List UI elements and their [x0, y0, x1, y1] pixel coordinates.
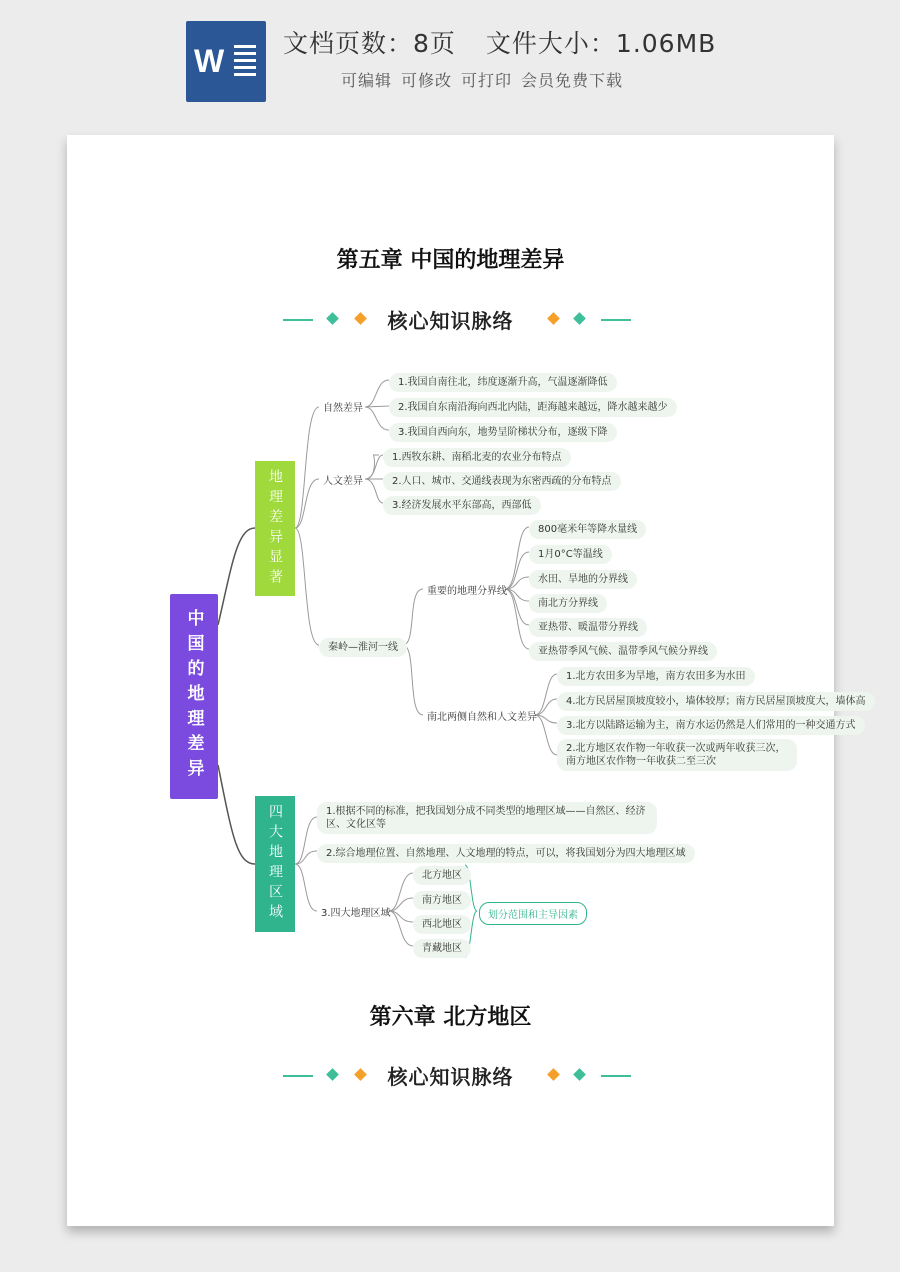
boundary-item-1: 800毫米年等降水量线 — [529, 520, 646, 539]
chapter-six-title: 第六章 北方地区 — [369, 1004, 532, 1030]
node-four-regions: 3.四大地理区域 — [321, 908, 391, 919]
doc-meta — [283, 24, 716, 60]
section-title: 核心知识脉络 — [387, 309, 514, 333]
chapter-five-title: 第五章 中国的地理差异 — [336, 247, 565, 273]
boundary-item-5: 亚热带、暖温带分界线 — [529, 618, 647, 637]
download-banner — [0, 0, 900, 118]
branch-four-regions: 四大地理区域 — [255, 796, 295, 932]
region-item-2: 2.综合地理位置、自然地理、人文地理的特点，可以，将我国划分为四大地理区域 — [317, 844, 695, 863]
node-natural-diff: 自然差异 — [323, 403, 363, 414]
feature-printable: 可打印 — [461, 71, 513, 90]
natural-item-2: 2.我国自东南沿海向西北内陆，距海越来越远，降水越来越少 — [389, 398, 677, 417]
file-size: 文件大小：1.06MB — [485, 29, 717, 58]
region-south: 南方地区 — [413, 891, 471, 910]
diff-item-4: 2.北方地区农作物一年收获一次或两年收获三次，南方地区农作物一年收获二至三次 — [557, 739, 797, 771]
section-header-1 — [67, 305, 834, 335]
region-note: 划分范围和主导因素 — [479, 902, 587, 925]
natural-item-1: 1.我国自南往北，纬度逐渐升高，气温逐渐降低 — [389, 373, 617, 392]
feature-list — [341, 68, 632, 91]
branch-geo-differences: 地理差异显著 — [255, 461, 295, 596]
page-count: 文档页数：8页 — [283, 29, 456, 58]
feature-editable: 可编辑 — [341, 71, 393, 90]
mindmap-root: 中国的地理差异 — [170, 594, 218, 799]
word-doc-icon — [186, 21, 266, 102]
word-logo-letter: W — [194, 43, 225, 79]
region-qinghai-tibet: 青藏地区 — [413, 939, 471, 958]
natural-item-3: 3.我国自西向东，地势呈阶梯状分布，逐级下降 — [389, 423, 617, 442]
node-qinling-huaihe: 秦岭—淮河一线 — [319, 638, 407, 657]
node-boundary-lines: 重要的地理分界线 — [427, 586, 507, 597]
human-item-2: 2.人口、城市、交通线表现为东密西疏的分布特点 — [383, 472, 621, 491]
boundary-item-3: 水田、旱地的分界线 — [529, 570, 637, 589]
diff-item-1: 1.北方农田多为旱地，南方农田多为水田 — [557, 667, 755, 686]
diff-item-2: 4.北方民居屋顶坡度较小，墙体较厚；南方民居屋顶坡度大，墙体高 — [557, 692, 875, 711]
boundary-item-2: 1月0°C等温线 — [529, 545, 612, 564]
boundary-item-6: 亚热带季风气候、温带季风气候分界线 — [529, 642, 717, 661]
region-item-1: 1.根据不同的标准，把我国划分成不同类型的地理区域——自然区、经济区、文化区等 — [317, 802, 657, 834]
region-northwest: 西北地区 — [413, 915, 471, 934]
node-north-south-diff: 南北两侧自然和人文差异 — [427, 712, 537, 723]
document-page — [67, 135, 866, 1226]
section-header-2 — [67, 1061, 834, 1091]
diff-item-3: 3.北方以陆路运输为主，南方水运仍然是人们常用的一种交通方式 — [557, 716, 865, 735]
human-item-1: 1.西牧东耕、南稻北麦的农业分布特点 — [383, 448, 571, 467]
region-north: 北方地区 — [413, 866, 471, 885]
human-item-3: 3.经济发展水平东部高，西部低 — [383, 496, 541, 515]
feature-member-download: 会员免费下载 — [521, 71, 624, 90]
node-human-diff: 人文差异 — [323, 476, 363, 487]
boundary-item-4: 南北方分界线 — [529, 594, 607, 613]
section-title: 核心知识脉络 — [387, 1065, 514, 1089]
feature-modifiable: 可修改 — [401, 71, 453, 90]
